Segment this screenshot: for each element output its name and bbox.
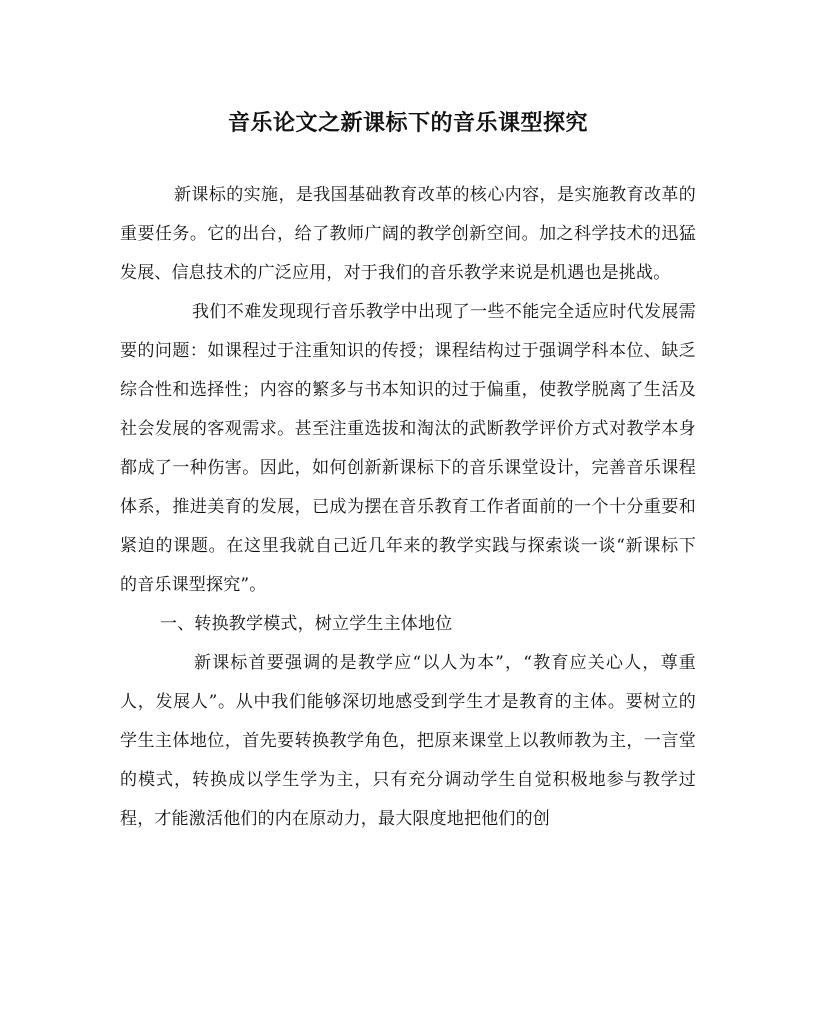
paragraph-section-one: 新课标首要强调的是教学应“以人为本”，“教育应关心人，尊重人，发展人”。从中我们能够深切地感受到学生才是教育的主体。要树立的学生主体地位，首先要转换教学角色，把原来课堂上以教师教为主，一言堂的模式，转换成以学生学为主，只有充分调动学生自觉积极地参与教学过程，才能激活他们的内在原动力，最大限度地把他们的创 [120,653,696,829]
section-heading: 一、转换教学模式，树立学生主体地位 [160,614,453,634]
paragraph-intro: 新课标的实施，是我国基础教育改革的核心内容，是实施教育改革的重要任务。它的出台，给了教师广阔的教学创新空间。加之科学技术的迅猛发展、信息技术的广泛应用，对于我们的音乐教学来说是机遇也是挑战。 [120,185,696,283]
paragraph-problems: 我们不难发现现行音乐教学中出现了一些不能完全适应时代发展需要的问题：如课程过于注重知识的传授；课程结构过于强调学科本位、缺乏综合性和选择性；内容的繁多与书本知识的过于偏重，使教学脱离了生活及社会发展的客观需求。甚至注重选拔和淘汰的武断教学评价方式对教学本身都成了一种伤害。因此，如何创新新课标下的音乐课堂设计，完善音乐课程体系，推进美育的发展，已成为摆在音乐教育工作者面前的一个十分重要和紧迫的课题。在这里我就自己近几年来的教学实践与探索谈一谈“新课标下的音乐课型探究”。 [120,302,696,595]
document-body [120,176,696,839]
document-title: 音乐论文之新课标下的音乐课型探究 [227,110,588,136]
